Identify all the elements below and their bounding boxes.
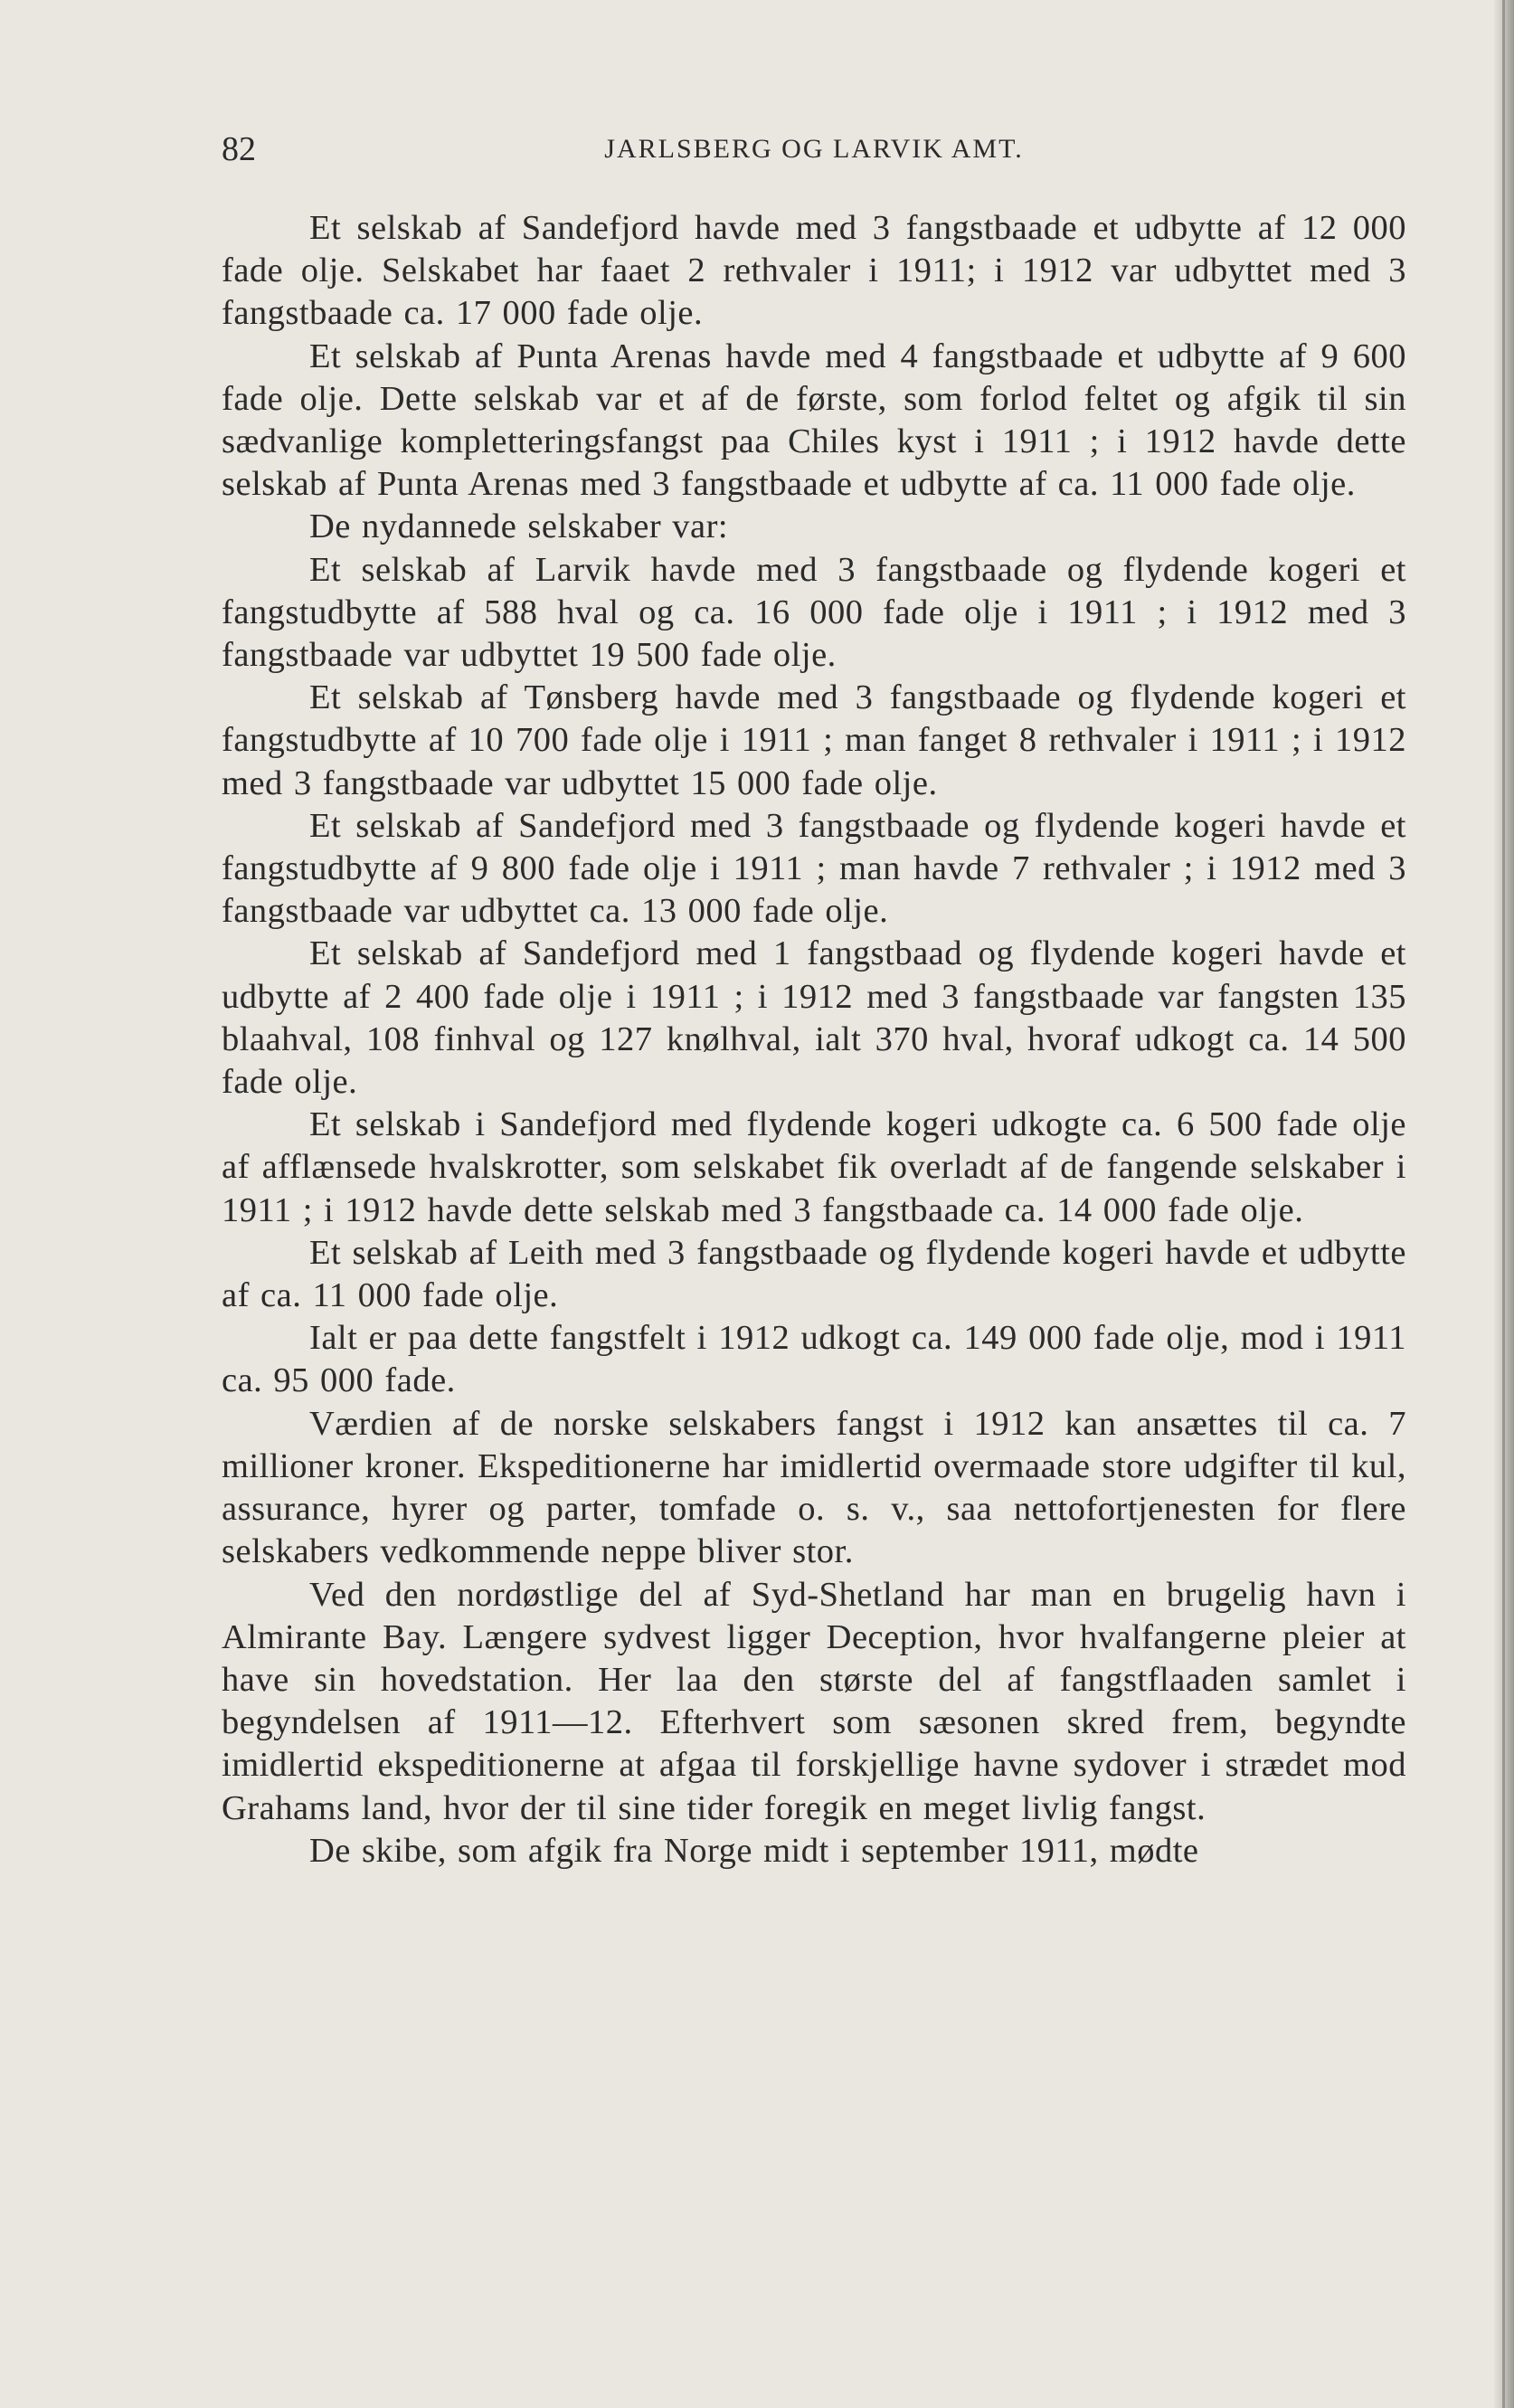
paragraph: Et selskab af Punta Arenas havde med 4 fangstbaade et udbytte af 9 600 fade olje. Dette selskab var et af de første, som forlod feltet og afgik til sin sædvanlige kompletteringsfangst paa Chiles kyst i 1911 ; i 1912 havde dette selskab af Punta Arenas med 3 fangstbaade et udbytte af ca. 11 000 fade olje. — [222, 337, 1406, 504]
paragraph: Et selskab af Leith med 3 fangstbaade og flydende kogeri havde et udbytte af ca. 11 000 fade olje. — [222, 1233, 1406, 1315]
paragraph: Et selskab af Tønsberg havde med 3 fangstbaade og flydende kogeri et fangstudbytte af 10 700 fade olje i 1911 ; man fanget 8 rethvaler i 1911 ; i 1912 med 3 fangstbaade var udbyttet 15 000 fade olje. — [222, 678, 1406, 802]
paragraph: Et selskab i Sandefjord med flydende kogeri udkogte ca. 6 500 fade olje af afflænsede hvalskrotter, som selskabet fik overladt af de fangende selskaber i 1911 ; i 1912 havde dette selskab med 3 fangstbaade ca. 14 000 fade olje. — [222, 1105, 1406, 1229]
page-header — [222, 127, 1406, 172]
paragraph: De nydannede selskaber var: — [309, 507, 729, 546]
paragraph: De skibe, som afgik fra Norge midt i september 1911, mødte — [309, 1831, 1199, 1870]
paragraph: Et selskab af Sandefjord med 3 fangstbaade og flydende kogeri havde et fangstudbytte af 9 800 fade olje i 1911 ; man havde 7 rethvaler ; i 1912 med 3 fangstbaade var udbyttet ca. 13 000 fade olje. — [222, 806, 1406, 931]
paragraph: Et selskab af Sandefjord med 1 fangstbaad og flydende kogeri havde et udbytte af 2 400 fade olje i 1911 ; i 1912 med 3 fangstbaade var fangsten 135 blaahval, 108 finhval og 127 knølhval, ialt 370 hval, hvoraf udkogt ca. 14 500 fade olje. — [222, 934, 1406, 1102]
paragraph: Værdien af de norske selskabers fangst i 1912 kan ansættes til ca. 7 millioner kroner. Ekspeditionerne har imidlertid overmaade store udgifter til kul, assurance, hyrer og parter, tomfade o. s. v., saa nettofortjenesten for flere selskabers vedkommende neppe bliver stor. — [222, 1404, 1406, 1571]
page-edge-line — [1502, 0, 1505, 2408]
running-head: JARLSBERG OG LARVIK AMT. — [604, 134, 1024, 164]
paragraph: Ved den nordøstlige del af Syd-Shetland har man en brugelig havn i Almirante Bay. Længere sydvest ligger Deception, hvor hvalfangerne pleier at have sin hovedstation. Her laa den største del af fangstflaaden samlet i begyndelsen af 1911—12. Efterhvert som sæsonen skred frem, begyndte imidlertid ekspeditionerne at afgaa til forskjellige havne sydover i strædet mod Grahams land, hvor der til sine tider foregik en meget livlig fangst. — [222, 1575, 1406, 1827]
paragraph: Et selskab af Larvik havde med 3 fangstbaade og flydende kogeri et fangstudbytte af 588 hval og ca. 16 000 fade olje i 1911 ; i 1912 med 3 fangstbaade var udbyttet 19 500 fade olje. — [222, 550, 1406, 675]
page-number: 82 — [222, 130, 256, 168]
paragraph: Et selskab af Sandefjord havde med 3 fangstbaade et udbytte af 12 000 fade olje. Selskabet har faaet 2 rethvaler i 1911; i 1912 var udbyttet med 3 fangstbaade ca. 17 000 fade olje. — [222, 209, 1406, 333]
body-text — [222, 207, 1406, 1872]
paragraph: Ialt er paa dette fangstfelt i 1912 udkogt ca. 149 000 fade olje, mod i 1911 ca. 95 000 fade. — [222, 1319, 1406, 1400]
